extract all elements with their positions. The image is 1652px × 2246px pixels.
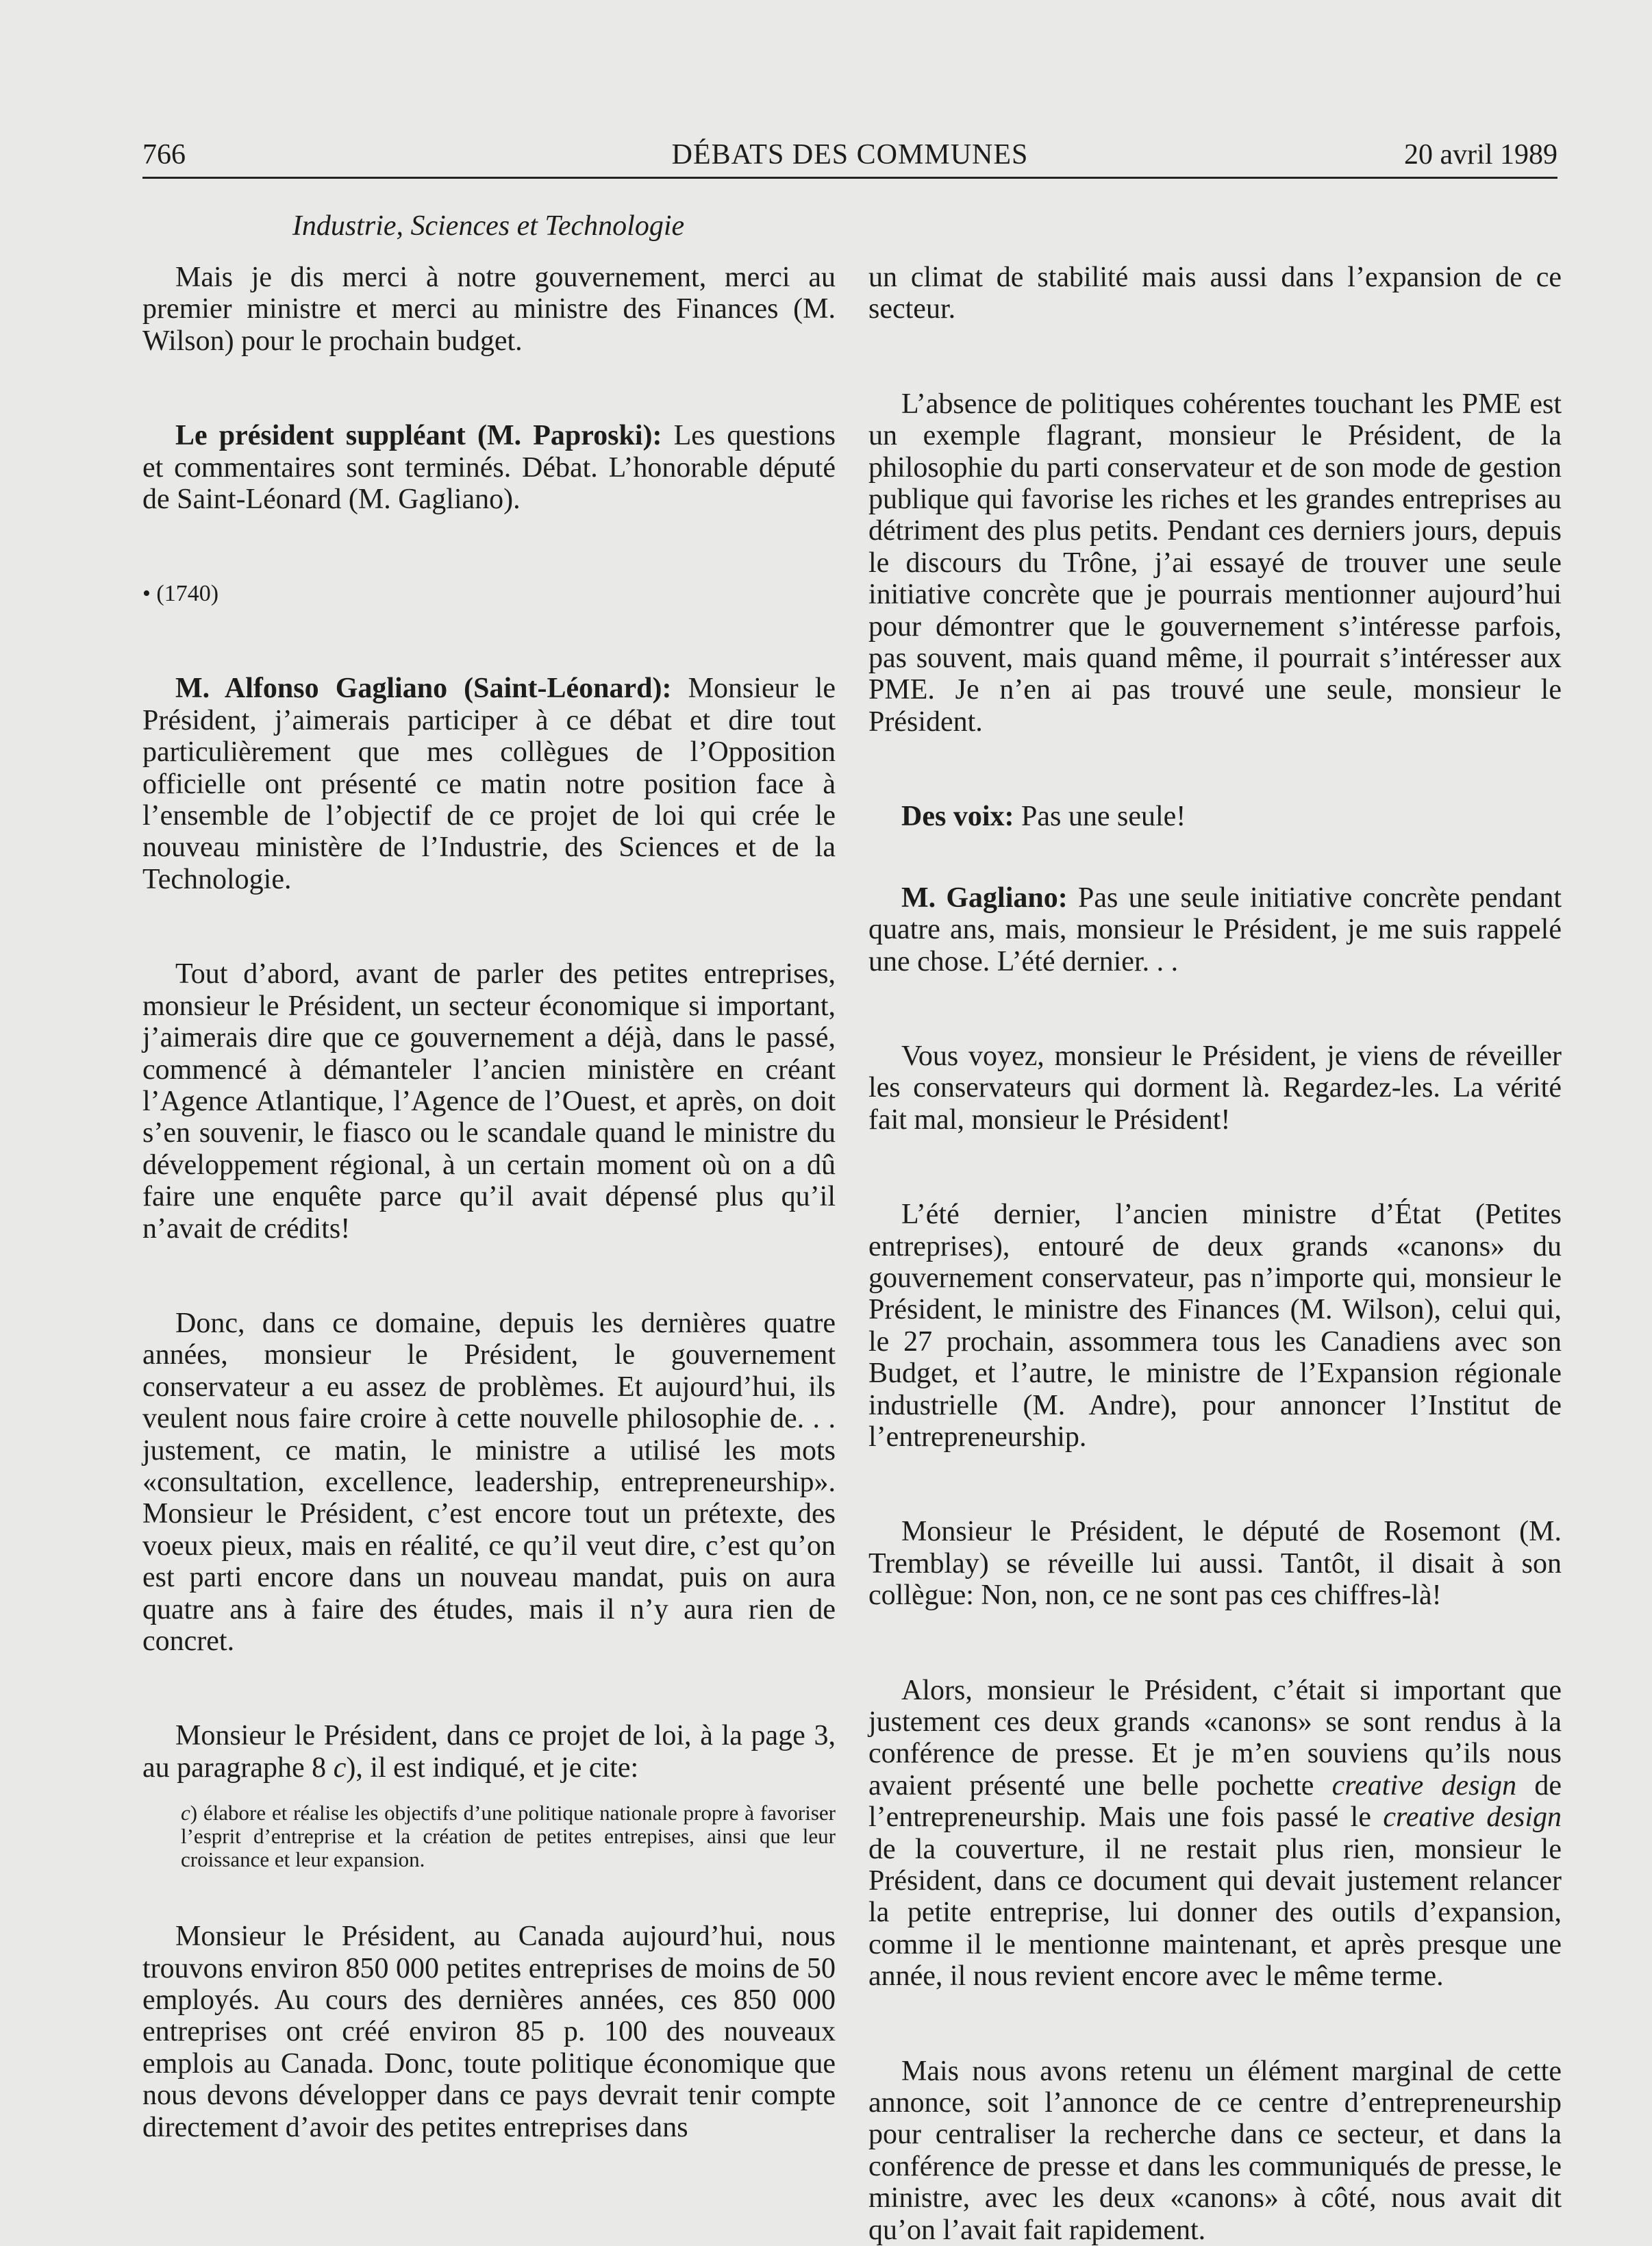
text-segment: de l’entrepreneurship. Mais une fois passé le: [868, 1769, 1562, 1834]
text-segment: Monsieur le Président, dans ce projet de loi, à la page 3, au paragraphe 8: [142, 1720, 836, 1784]
paragraph: [868, 882, 1562, 977]
speech-text: Les questions et commentaires sont terminés. Débat. L’honorable député de Saint-Léonard (M. Gagliano).: [142, 420, 836, 516]
paragraph: Donc, dans ce domaine, depuis les dernières quatre années, monsieur le Président, le gouvernement conservateur a eu assez de problèmes. Et aujourd’hui, ils veulent nous faire croire à cette nouvelle philosophie de. . . justement, ce matin, le ministre a utilisé les mots «consultation, excellence, leadership, entrepreneurship». Monsieur le Président, c’est encore tout un prétexte, des voeux pieux, mais en réalité, ce qu’il veut dire, c’est qu’on est parti encore dans un nouveau mandat, puis on aura quatre ans à faire des études, mais il n’y aura rien de concret.: [142, 1307, 836, 1657]
paragraph: [142, 673, 836, 895]
speaker-name: M. Alfonso Gagliano (Saint-Léonard):: [175, 673, 672, 705]
publication-date: 20 avril 1989: [1404, 139, 1557, 171]
paragraph: Vous voyez, monsieur le Président, je viens de réveiller les conservateurs qui dorment là. Regardez-les. La vérité fait mal, monsieur le Président!: [868, 1040, 1562, 1136]
publication-title: DÉBATS DES COMMUNES: [671, 139, 1029, 171]
italic-segment: c: [181, 1801, 190, 1825]
paragraph: Mais je dis merci à notre gouvernement, merci au premier ministre et merci au ministre des Finances (M. Wilson) pour le prochain budget.: [142, 262, 836, 357]
text-segment: ), il est indiqué, et je cite:: [346, 1751, 639, 1784]
speaker-name: Des voix:: [901, 801, 1014, 833]
italic-segment: c: [333, 1751, 347, 1784]
paragraph: Mais nous avons retenu un élément marginal de cette annonce, soit l’annonce de ce centre d’entrepreneurship pour centraliser la recherche dans ce secteur, et dans la conférence de presse et dans les communiqués de presse, le ministre, avec les deux «canons» à côté, nous avait dit qu’on l’avait fait rapidement.: [868, 2055, 1562, 2246]
paragraph: un climat de stabilité mais aussi dans l’expansion de ce secteur.: [868, 262, 1562, 325]
page-number: 766: [142, 139, 186, 171]
paragraph: Monsieur le Président, le député de Rosemont (M. Tremblay) se réveille lui aussi. Tantôt, il disait à son collègue: Non, non, ce ne sont pas ces chiffres-là!: [868, 1516, 1562, 1612]
speaker-name: Le président suppléant (M. Paproski):: [175, 420, 662, 452]
right-column: [868, 262, 1562, 2246]
paragraph: Tout d’abord, avant de parler des petites entreprises, monsieur le Président, un secteur économique si important, j’aimerais dire que ce gouvernement a déjà, dans le passé, commencé à démanteler l’ancien ministère en créant l’Agence Atlantique, l’Agence de l’Ouest, et après, on doit s’en souvenir, le fiasco ou le scandale quand le ministre du développement régional, à un certain moment où on a dû faire une enquête parce qu’il avait dépensé plus qu’il n’avait de crédits!: [142, 958, 836, 1245]
paragraph: [142, 420, 836, 515]
speaker-name: M. Gagliano:: [901, 882, 1068, 914]
time-marker: • (1740): [142, 581, 219, 607]
section-title: Industrie, Sciences et Technologie: [292, 210, 685, 242]
paragraph: [868, 1675, 1562, 1993]
paragraph: [868, 801, 1562, 832]
italic-segment: creative design: [1331, 1769, 1517, 1801]
paragraph: L’absence de politiques cohérentes touchant les PME est un exemple flagrant, monsieur le Président, de la philosophie du parti conservateur et de son mode de gestion publique qui favorise les riches et les grandes entreprises au détriment des plus petits. Pendant ces derniers jours, depuis le discours du Trône, j’ai essayé de trouver une seule initiative concrète que je pourrais mentionner aujourd’hui pour démontrer que le gouvernement s’intéresse parfois, pas souvent, mais quand même, il pourrait s’intéresser aux PME. Je n’en ai pas trouvé une seule, monsieur le Président.: [868, 388, 1562, 738]
paragraph: L’été dernier, l’ancien ministre d’État (Petites entreprises), entouré de deux grands «canons» du gouvernement conservateur, pas n’importe qui, monsieur le Président, le ministre des Finances (M. Wilson), celui qui, le 27 prochain, assommera tous les Canadiens avec son Budget, et l’autre, le ministre de l’Expansion régionale industrielle (M. Andre), pour annoncer l’Institut de l’entrepreneurship.: [868, 1199, 1562, 1453]
quote-text: ) élabore et réalise les objectifs d’une politique nationale propre à favoriser l’esprit d’entreprise et la création de petites entrepises, ainsi que leur croissance et leur expansion.: [181, 1801, 836, 1872]
block-quote: [142, 1801, 836, 1871]
speech-text: Pas une seule!: [1014, 801, 1186, 833]
page-header: [142, 137, 1557, 179]
left-column: [142, 262, 836, 2143]
paragraph: [142, 1720, 836, 1784]
speech-text: Monsieur le Président, j’aimerais participer à ce débat et dire tout particulièrement que mes collègues de l’Opposition officielle ont présenté ce matin notre position face à l’ensemble de l’objectif de ce projet de loi qui crée le nouveau ministère de l’Industrie, des Sciences et de la Technologie.: [142, 673, 836, 895]
italic-segment: creative design: [1383, 1801, 1562, 1834]
speech-text: Pas une seule initiative concrète pendant quatre ans, mais, monsieur le Président, je me suis rappelé une chose. L’été dernier. . .: [868, 882, 1562, 977]
text-segment: Alors, monsieur le Président, c’était si important que justement ces deux grands «canons» se sont rendus à la conférence de presse. Et je m’en souviens qu’ils nous avaient présenté une belle pochette: [868, 1674, 1562, 1801]
text-segment: de la couverture, il ne restait plus rien, monsieur le Président, dans ce document qui devait justement relancer la petite entreprise, lui donner des outils d’expansion, comme il le mentionne maintenant, et après presque une année, il nous revient encore avec le même terme.: [868, 1833, 1562, 1993]
paragraph: Monsieur le Président, au Canada aujourd’hui, nous trouvons environ 850 000 petites entreprises de moins de 50 employés. Au cours des dernières années, ces 850 000 entreprises ont créé environ 85 p. 100 des nouveaux emplois au Canada. Donc, toute politique économique que nous devons développer dans ce pays devrait tenir compte directement d’avoir des petites entreprises dans: [142, 1921, 836, 2143]
